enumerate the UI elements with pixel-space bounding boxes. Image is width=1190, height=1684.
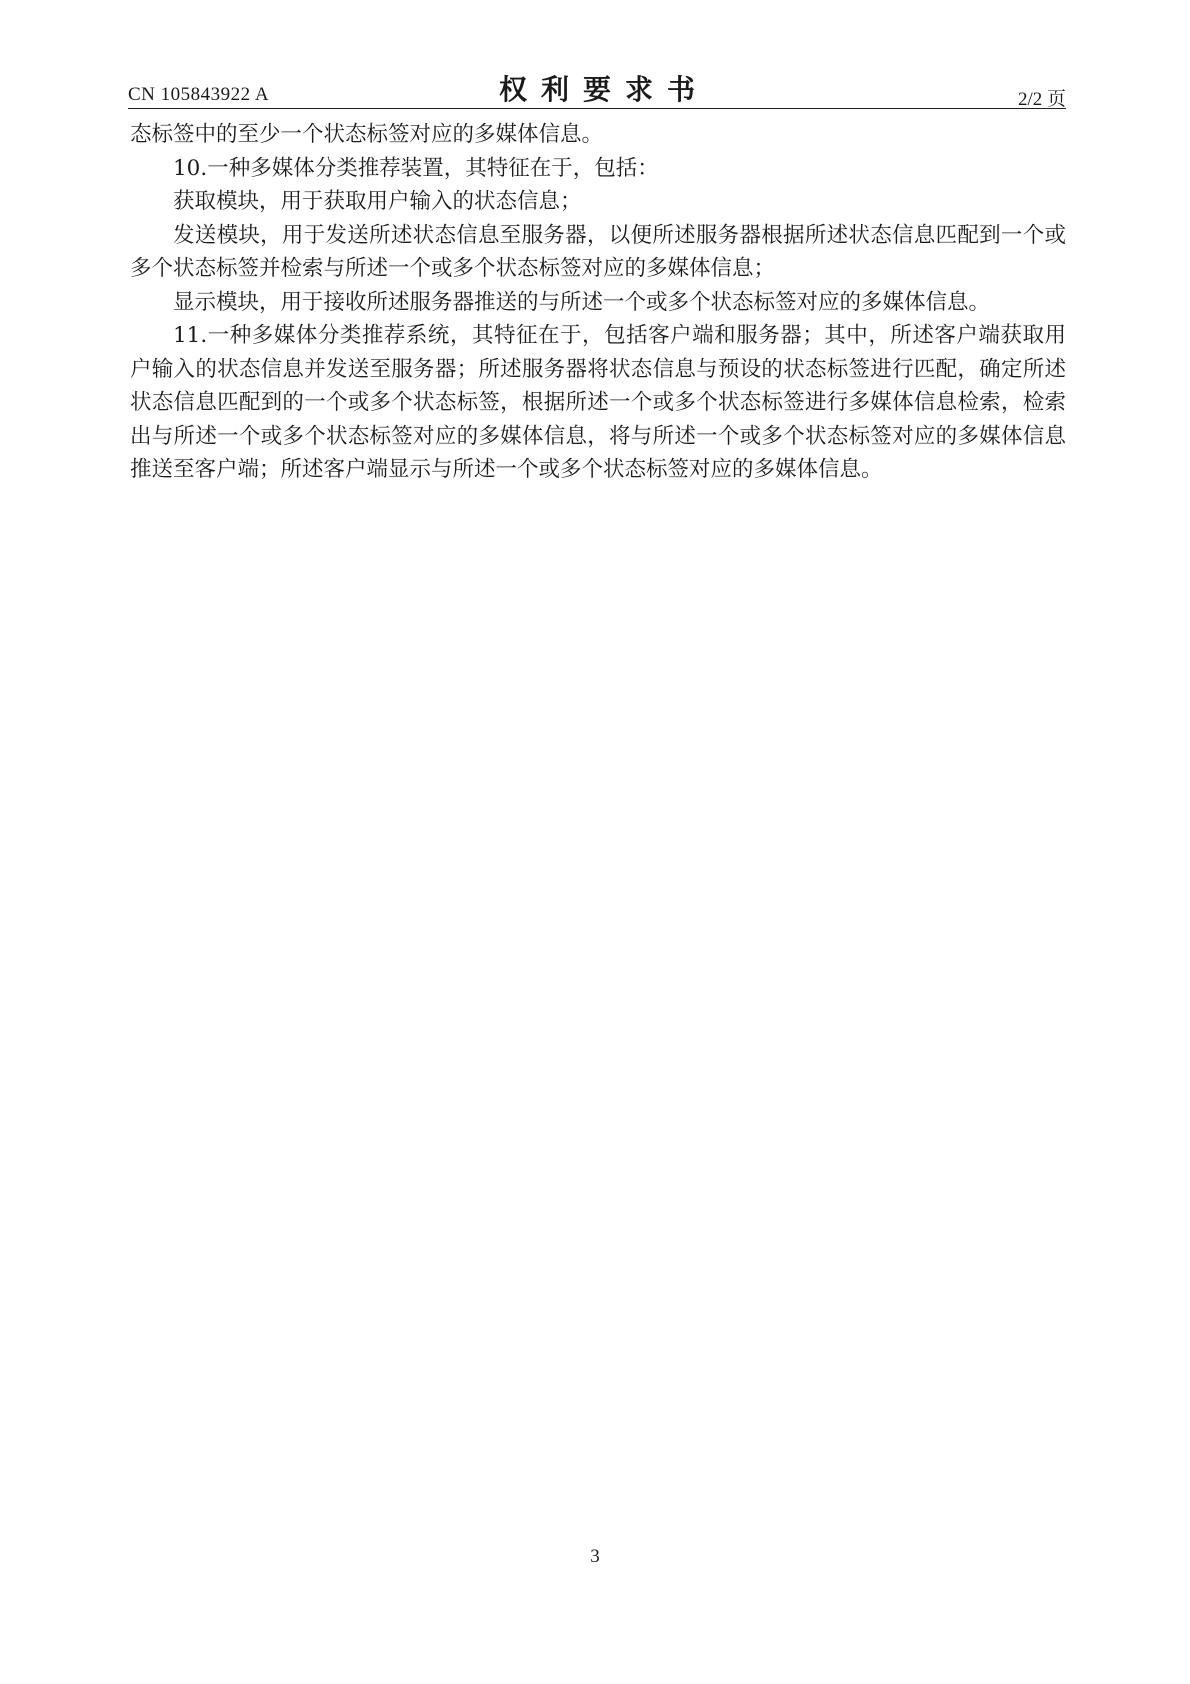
claims-body [130, 118, 1066, 487]
page-indicator: 2/2 页 [1017, 89, 1066, 110]
claim-11: 11.一种多媒体分类推荐系统，其特征在于，包括客户端和服务器；其中，所述客户端获取用户输入的状态信息并发送至服务器；所述服务器将状态信息与预设的状态标签进行匹配，确定所述状态信息匹配到的一个或多个状态标签，根据所述一个或多个状态标签进行多媒体信息检索，检索出与所述一个或多个状态标签对应的多媒体信息，将与所述一个或多个状态标签对应的多媒体信息推送至客户端；所述客户端显示与所述一个或多个状态标签对应的多媒体信息。 [130, 323, 1066, 482]
claim-10-intro: 10.一种多媒体分类推荐装置，其特征在于，包括： [173, 155, 659, 181]
publication-number: CN 105843922 A [128, 84, 270, 105]
claim-10-acquire-module: 获取模块，用于获取用户输入的状态信息； [173, 189, 582, 214]
claim-10-send-module: 发送模块，用于发送所述状态信息至服务器，以便所述服务器根据所述状态信息匹配到一个或多个状态标签并检索与所述一个或多个状态标签对应的多媒体信息； [130, 222, 1066, 281]
document-title: 权利要求书 [498, 73, 709, 106]
claim-10-display-module: 显示模块，用于接收所述服务器推送的与所述一个或多个状态标签对应的多媒体信息。 [173, 289, 991, 315]
page-header [128, 64, 1066, 108]
claim-9-continuation: 态标签中的至少一个状态标签对应的多媒体信息。 [130, 122, 604, 147]
header-divider [128, 108, 1066, 109]
page-number: 3 [590, 1546, 600, 1567]
